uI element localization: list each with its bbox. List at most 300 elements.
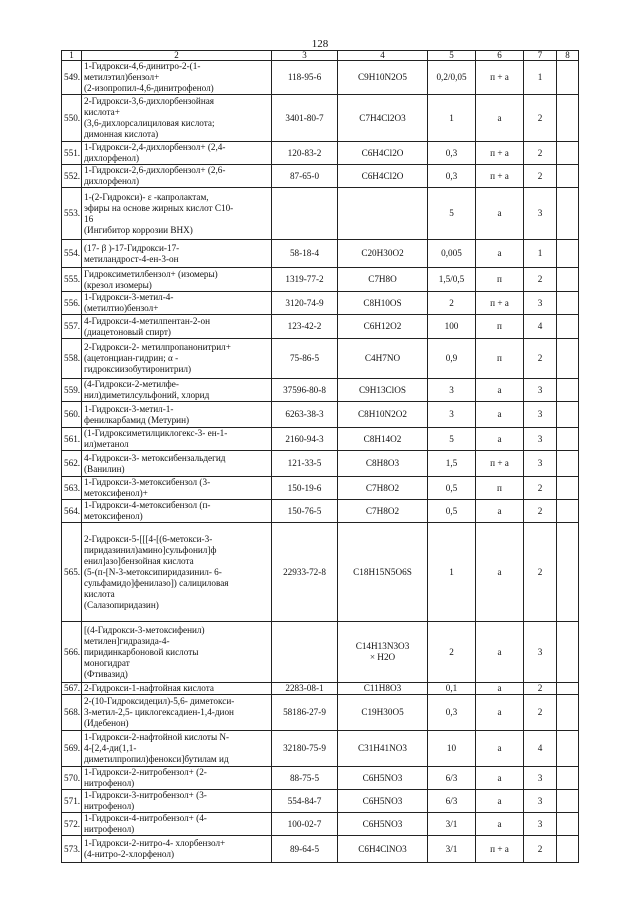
table-row	[62, 95, 579, 142]
substance-name-line: (5-(п-[N-3-метоксипиридазинил- 6-	[84, 566, 222, 577]
aggregate-state: п	[476, 339, 524, 379]
hazard-class: 2	[524, 523, 557, 622]
hazard-class: 4	[524, 731, 557, 767]
note	[557, 523, 579, 622]
cas-number: 87-65-0	[272, 165, 338, 188]
substance-name-line: 1-Гидрокси-2-нафтойной кислоты N-	[84, 732, 230, 742]
column-header: 6	[476, 51, 524, 61]
formula: C14H13N3O3 × H2O	[338, 622, 428, 683]
hazard-class: 2	[524, 339, 557, 379]
note	[557, 477, 579, 500]
row-number: 553.	[62, 188, 82, 240]
note	[557, 790, 579, 813]
column-header: 7	[524, 51, 557, 61]
row-number: 562.	[62, 451, 82, 477]
cas-number: 58186-27-9	[272, 695, 338, 731]
formula: C4H7NO	[338, 339, 428, 379]
limit-value: 2	[428, 622, 476, 683]
substance-name	[82, 402, 272, 428]
hazard-class: 3	[524, 402, 557, 428]
substance-name-line: (Салазопиридазин)	[84, 599, 159, 610]
substance-name	[82, 836, 272, 863]
row-number: 554.	[62, 240, 82, 268]
note	[557, 315, 579, 339]
row-number: 566.	[62, 622, 82, 683]
substance-name-line: (Фтивазид)	[84, 668, 128, 679]
aggregate-state: п + а	[476, 451, 524, 477]
substance-name-line: (4-нитро-2-хлорфенол)	[84, 849, 175, 859]
row-number: 564.	[62, 500, 82, 523]
hazard-class: 3	[524, 622, 557, 683]
substance-name	[82, 622, 272, 683]
substance-name-line: [(4-Гидрокси-3-метоксифенил)	[84, 624, 205, 635]
substance-name-line: кислота	[84, 588, 115, 599]
table-row	[62, 695, 579, 731]
substance-name	[82, 477, 272, 500]
table-row	[62, 790, 579, 813]
aggregate-state: п	[476, 268, 524, 292]
table-row	[62, 477, 579, 500]
table-row	[62, 240, 579, 268]
table-row	[62, 142, 579, 165]
page-number: 128	[311, 38, 329, 50]
substance-name	[82, 683, 272, 695]
substance-name	[82, 731, 272, 767]
aggregate-state: а	[476, 731, 524, 767]
limit-value: 5	[428, 188, 476, 240]
limit-value: 3/1	[428, 813, 476, 836]
substance-name-line: 1-Гидрокси-4-метоксибензол (п-	[84, 500, 211, 510]
formula: C7H8O2	[338, 477, 428, 500]
substance-table	[61, 50, 579, 863]
column-header: 4	[338, 51, 428, 61]
table-row	[62, 165, 579, 188]
substance-name-line: пиридинкарбоновой кислоты	[84, 646, 199, 657]
note	[557, 500, 579, 523]
aggregate-state: а	[476, 500, 524, 523]
cas-number: 120-83-2	[272, 142, 338, 165]
substance-name	[82, 188, 272, 240]
cas-number: 100-02-7	[272, 813, 338, 836]
row-number: 560.	[62, 402, 82, 428]
note	[557, 695, 579, 731]
hazard-class: 2	[524, 683, 557, 695]
aggregate-state: а	[476, 790, 524, 813]
formula: C7H8O	[338, 268, 428, 292]
substance-name	[82, 451, 272, 477]
note	[557, 622, 579, 683]
substance-name-line: (метилтио)бензол+	[84, 303, 159, 313]
row-number: 569.	[62, 731, 82, 767]
substance-name-line: 1-Гидрокси-4-нитробензол+ (4-	[84, 813, 207, 823]
substance-name-line: дихлорфенол)	[84, 153, 140, 163]
formula: C8H14O2	[338, 428, 428, 451]
aggregate-state: п + а	[476, 292, 524, 315]
aggregate-state: а	[476, 428, 524, 451]
substance-name-line: 2-(10-Гидроксидецил)-5,6- диметокси-	[84, 696, 235, 706]
hazard-class: 3	[524, 188, 557, 240]
note	[557, 451, 579, 477]
substance-name-line: метиландрост-4-ен-3-он	[84, 253, 179, 264]
substance-name-line: димонная кислота)	[84, 129, 159, 139]
substance-name-line: кислота+	[84, 107, 120, 117]
column-header: 3	[272, 51, 338, 61]
aggregate-state: а	[476, 767, 524, 790]
formula: C8H10OS	[338, 292, 428, 315]
limit-value: 1	[428, 523, 476, 622]
aggregate-state: а	[476, 95, 524, 142]
column-header: 5	[428, 51, 476, 61]
note	[557, 379, 579, 402]
substance-name-line: 4-Гидрокси-3- метоксибензальдегид	[84, 452, 226, 463]
cas-number: 2283-08-1	[272, 683, 338, 695]
table-row	[62, 61, 579, 95]
substance-name	[82, 379, 272, 402]
aggregate-state: п	[476, 315, 524, 339]
limit-value: 0,9	[428, 339, 476, 379]
limit-value: 5	[428, 428, 476, 451]
table-row	[62, 813, 579, 836]
formula: C6H4Cl2O	[338, 165, 428, 188]
substance-name-line: 16	[84, 213, 94, 224]
aggregate-state: а	[476, 622, 524, 683]
substance-name-line: 1-Гидрокси-2-нитробензол+ (2-	[84, 767, 207, 777]
substance-name-line: 2-Гидрокси-5-[[[4-[(6-метокси-3-	[84, 533, 213, 544]
substance-name	[82, 339, 272, 379]
formula: C8H10N2O2	[338, 402, 428, 428]
hazard-class: 2	[524, 165, 557, 188]
column-header: 1	[62, 51, 82, 61]
row-number: 571.	[62, 790, 82, 813]
row-number: 565.	[62, 523, 82, 622]
formula: C6H5NO3	[338, 790, 428, 813]
header-row	[62, 51, 579, 61]
table-row	[62, 188, 579, 240]
note	[557, 402, 579, 428]
substance-name-line: 4-Гидрокси-4-метилпентан-2-он	[84, 315, 211, 326]
substance-name-line: (Идебенон)	[84, 718, 129, 728]
note	[557, 767, 579, 790]
row-number: 567.	[62, 683, 82, 695]
formula: C20H30O2	[338, 240, 428, 268]
row-number: 551.	[62, 142, 82, 165]
substance-name	[82, 240, 272, 268]
aggregate-state: п + а	[476, 61, 524, 95]
row-number: 556.	[62, 292, 82, 315]
table-row	[62, 268, 579, 292]
formula: C18H15N5O6S	[338, 523, 428, 622]
cas-number: 123-42-2	[272, 315, 338, 339]
row-number: 570.	[62, 767, 82, 790]
cas-number	[272, 622, 338, 683]
substance-name	[82, 767, 272, 790]
limit-value: 1,5	[428, 451, 476, 477]
substance-name-line: моногидрат	[84, 657, 130, 668]
substance-name-line: диметилпропил)фенокси]бутилам ид	[84, 754, 229, 764]
note	[557, 292, 579, 315]
aggregate-state: п + а	[476, 165, 524, 188]
formula: C7H4Cl2O3	[338, 95, 428, 142]
hazard-class: 3	[524, 379, 557, 402]
limit-value: 3	[428, 379, 476, 402]
cas-number: 75-86-5	[272, 339, 338, 379]
substance-name-line: 1-Гидрокси-4,6-динитро-2-(1-	[84, 61, 201, 71]
substance-name-line: 1-Гидрокси-3-нитробензол+ (3-	[84, 790, 207, 800]
substance-name-line: 1-Гидрокси-2-нитро-4- хлорбензол+	[84, 838, 226, 848]
row-number: 552.	[62, 165, 82, 188]
cas-number: 118-95-6	[272, 61, 338, 95]
row-number: 568.	[62, 695, 82, 731]
substance-name-line: 1-Гидрокси-2,4-дихлорбензол+ (2,4-	[84, 142, 226, 152]
cas-number: 2160-94-3	[272, 428, 338, 451]
row-number: 549.	[62, 61, 82, 95]
substance-name-line: 2-Гидрокси-3,6-дихлорбензойная	[84, 96, 215, 106]
limit-value: 0,2/0,05	[428, 61, 476, 95]
substance-name	[82, 165, 272, 188]
cas-number: 3120-74-9	[272, 292, 338, 315]
substance-name	[82, 500, 272, 523]
substance-name-line: 1-Гидрокси-3-метоксибензол (3-	[84, 477, 211, 487]
substance-name-line: (крезол изомеры)	[84, 279, 152, 290]
formula: C8H8O3	[338, 451, 428, 477]
note	[557, 813, 579, 836]
table-row	[62, 500, 579, 523]
note	[557, 240, 579, 268]
row-number: 559.	[62, 379, 82, 402]
substance-name	[82, 268, 272, 292]
substance-name	[82, 428, 272, 451]
hazard-class: 2	[524, 268, 557, 292]
substance-name-line: (2-изопропил-4,6-динитрофенол)	[84, 83, 214, 93]
formula: C6H5NO3	[338, 813, 428, 836]
hazard-class: 3	[524, 292, 557, 315]
hazard-class: 2	[524, 836, 557, 863]
limit-value: 0,3	[428, 165, 476, 188]
note	[557, 339, 579, 379]
aggregate-state: п + а	[476, 836, 524, 863]
limit-value: 10	[428, 731, 476, 767]
substance-name	[82, 292, 272, 315]
note	[557, 95, 579, 142]
table-row	[62, 731, 579, 767]
note	[557, 683, 579, 695]
substance-name-line: дихлорфенол)	[84, 176, 140, 186]
hazard-class: 1	[524, 61, 557, 95]
note	[557, 61, 579, 95]
hazard-class: 2	[524, 477, 557, 500]
substance-name-line: гидроксиизобутиронитрил)	[84, 364, 192, 374]
formula: C9H13ClOS	[338, 379, 428, 402]
cas-number: 89-64-5	[272, 836, 338, 863]
substance-name	[82, 95, 272, 142]
substance-name	[82, 142, 272, 165]
limit-value: 1,5/0,5	[428, 268, 476, 292]
limit-value: 0,005	[428, 240, 476, 268]
limit-value: 6/3	[428, 767, 476, 790]
formula	[338, 188, 428, 240]
substance-name-line: (4-Гидрокси-2-метилфе-	[84, 379, 179, 389]
substance-name	[82, 695, 272, 731]
substance-name-line: 1-Гидрокси-3-метил-4-	[84, 292, 174, 302]
note	[557, 268, 579, 292]
substance-name-line: 2-Гидрокси-2- метилпропанонитрил+	[84, 342, 231, 352]
row-number: 555.	[62, 268, 82, 292]
column-header: 8	[557, 51, 579, 61]
substance-name-line: енил]азо]бензойная кислота	[84, 555, 194, 566]
aggregate-state: а	[476, 523, 524, 622]
row-number: 558.	[62, 339, 82, 379]
substance-name-line: пиридазинил)амино]сульфонил]ф	[84, 544, 217, 555]
formula: C11H8O3	[338, 683, 428, 695]
substance-name-line: нил)диметилсульфоний, хлорид	[84, 390, 210, 400]
substance-name-line: сульфамидо]фенилазо]) салициловая	[84, 577, 229, 588]
hazard-class: 2	[524, 500, 557, 523]
cas-number: 58-18-4	[272, 240, 338, 268]
limit-value: 0,3	[428, 695, 476, 731]
note	[557, 731, 579, 767]
formula: C19H30O5	[338, 695, 428, 731]
row-number: 550.	[62, 95, 82, 142]
limit-value: 6/3	[428, 790, 476, 813]
substance-name-line: 1-Гидрокси-2,6-дихлорбензол+ (2,6-	[84, 165, 226, 175]
hazard-class: 3	[524, 767, 557, 790]
cas-number: 554-84-7	[272, 790, 338, 813]
substance-name-line: (1-Гидроксиметилциклогекс-3- ен-1-	[84, 428, 228, 438]
cas-number: 150-76-5	[272, 500, 338, 523]
table-row	[62, 767, 579, 790]
cas-number: 32180-75-9	[272, 731, 338, 767]
table-row	[62, 622, 579, 683]
substance-name-line: фенилкарбамид (Метурин)	[84, 414, 190, 425]
substance-name-line: (3,6-дихлорсалициловая кислота;	[84, 118, 215, 128]
hazard-class: 1	[524, 240, 557, 268]
substance-name-line: (17- β )-17-Гидрокси-17-	[84, 242, 180, 253]
substance-name-line: нитрофенол)	[84, 824, 135, 834]
table-row	[62, 428, 579, 451]
hazard-class: 4	[524, 315, 557, 339]
note	[557, 188, 579, 240]
row-number: 572.	[62, 813, 82, 836]
cas-number: 121-33-5	[272, 451, 338, 477]
substance-name	[82, 61, 272, 95]
substance-name-line: эфиры на основе жирных кислот С10-	[84, 202, 234, 213]
substance-name-line: метилен]гидразида-4-	[84, 635, 170, 646]
substance-name-line: (ацетонциан-гидрин; α -	[84, 353, 179, 363]
substance-name	[82, 790, 272, 813]
cas-number: 22933-72-8	[272, 523, 338, 622]
cas-number: 6263-38-3	[272, 402, 338, 428]
aggregate-state: а	[476, 813, 524, 836]
aggregate-state: а	[476, 240, 524, 268]
hazard-class: 2	[524, 695, 557, 731]
column-header: 2	[82, 51, 272, 61]
substance-name-line: 2-Гидрокси-1-нафтойная кислота	[84, 683, 214, 693]
hazard-class: 2	[524, 142, 557, 165]
hazard-class: 3	[524, 428, 557, 451]
substance-name-line: ил)метанол	[84, 439, 129, 449]
table-body	[62, 61, 579, 863]
substance-name-line: Гидроксиметилбензол+ (изомеры)	[84, 268, 218, 279]
table-row	[62, 379, 579, 402]
substance-name-line: (Ингибитор коррозии ВНХ)	[84, 224, 193, 235]
table-row	[62, 683, 579, 695]
aggregate-state: а	[476, 402, 524, 428]
limit-value: 100	[428, 315, 476, 339]
table-row	[62, 292, 579, 315]
cas-number: 37596-80-8	[272, 379, 338, 402]
substance-name	[82, 315, 272, 339]
hazard-class: 2	[524, 95, 557, 142]
row-number: 561.	[62, 428, 82, 451]
cas-number: 3401-80-7	[272, 95, 338, 142]
substance-name-line: 1-Гидрокси-3-метил-1-	[84, 403, 174, 414]
row-number: 563.	[62, 477, 82, 500]
substance-name	[82, 523, 272, 622]
formula: C6H4ClNO3	[338, 836, 428, 863]
aggregate-state: а	[476, 695, 524, 731]
note	[557, 142, 579, 165]
note	[557, 428, 579, 451]
limit-value: 2	[428, 292, 476, 315]
cas-number	[272, 188, 338, 240]
substance-name-line: 3-метил-2,5- циклогексадиен-1,4-дион	[84, 707, 234, 717]
row-number: 557.	[62, 315, 82, 339]
limit-value: 3/1	[428, 836, 476, 863]
substance-name	[82, 813, 272, 836]
limit-value: 0,5	[428, 500, 476, 523]
substance-name-line: нитрофенол)	[84, 801, 135, 811]
substance-name-line: метоксифенол)+	[84, 488, 148, 498]
substance-name-line: метилэтил)бензол+	[84, 72, 160, 82]
substance-name-line: (Ванилин)	[84, 463, 125, 474]
cas-number: 150-19-6	[272, 477, 338, 500]
limit-value: 1	[428, 95, 476, 142]
aggregate-state: а	[476, 188, 524, 240]
note	[557, 836, 579, 863]
formula: C31H41NO3	[338, 731, 428, 767]
substance-name-line: (диацетоновый спирт)	[84, 326, 171, 337]
limit-value: 3	[428, 402, 476, 428]
formula: C9H10N2O5	[338, 61, 428, 95]
table-row	[62, 451, 579, 477]
aggregate-state: а	[476, 683, 524, 695]
table-row	[62, 339, 579, 379]
aggregate-state: а	[476, 379, 524, 402]
cas-number: 88-75-5	[272, 767, 338, 790]
formula: C7H8O2	[338, 500, 428, 523]
formula: C6H5NO3	[338, 767, 428, 790]
substance-name-line: нитрофенол)	[84, 778, 135, 788]
hazard-class: 3	[524, 790, 557, 813]
hazard-class: 3	[524, 451, 557, 477]
table-row	[62, 836, 579, 863]
row-number: 573.	[62, 836, 82, 863]
table-row	[62, 402, 579, 428]
limit-value: 0,3	[428, 142, 476, 165]
limit-value: 0,1	[428, 683, 476, 695]
cas-number: 1319-77-2	[272, 268, 338, 292]
formula: C6H4Cl2O	[338, 142, 428, 165]
note	[557, 165, 579, 188]
limit-value: 0,5	[428, 477, 476, 500]
formula: C6H12O2	[338, 315, 428, 339]
hazard-class: 3	[524, 813, 557, 836]
substance-name-line: 1-(2-Гидрокси)- ε -капролактам,	[84, 191, 209, 202]
table-row	[62, 523, 579, 622]
substance-name-line: метоксифенол)	[84, 511, 143, 521]
table-row	[62, 315, 579, 339]
substance-name-line: 4-[2,4-ди(1,1-	[84, 743, 137, 753]
